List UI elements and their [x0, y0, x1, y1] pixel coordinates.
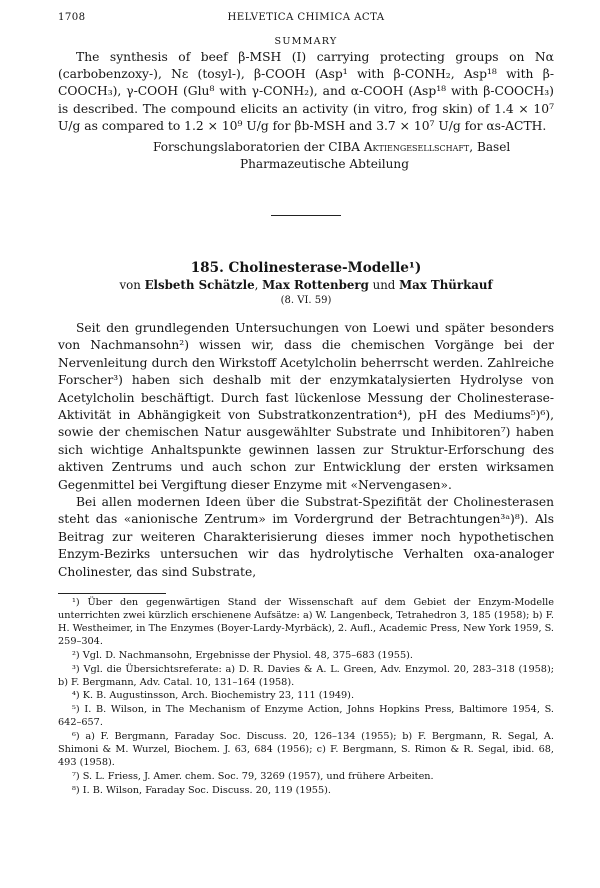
- article-date: (8. VI. 59): [280, 295, 332, 307]
- page-number: 1708: [58, 12, 86, 23]
- affiliation: [153, 139, 554, 173]
- author-name: Elsbeth Schätzle: [144, 278, 255, 293]
- author-name: Max Rottenberg: [262, 278, 369, 293]
- footnote-rule: [58, 593, 166, 594]
- footnote: ⁵) I. B. Wilson, in The Mechanism of Enzyme Action, Johns Hopkins Press, Baltimore 1954, S. 642–657.: [58, 704, 554, 729]
- summary-text: The synthesis of beef β-MSH (I) carrying protecting groups on Nα (carbobenzoxy-), Nε (tosyl-), β-COOH (Asp¹ with β-CONH₂, Asp¹⁸ with β-COOCH₃), γ-COOH (Glu⁸ with γ-CONH₂), and α-COOH (Asp¹⁸ with β-COOCH₃) is described. The compound elicits an activity (in vitro, frog skin) of 1.4 × 10⁷ U/g as compared to 1.2 × 10⁹ U/g for βb-MSH and 3.7 × 10⁷ U/g for αs-ACTH.: [58, 50, 554, 133]
- footnote: ⁷) S. L. Friess, J. Amer. chem. Soc. 79, 3269 (1957), und frühere Arbeiten.: [72, 770, 434, 782]
- running-head: [58, 12, 554, 28]
- summary-heading: SUMMARY: [274, 36, 338, 47]
- footnote: ⁶) a) F. Bergmann, Faraday Soc. Discuss. 20, 126–134 (1955); b) F. Bergmann, R. Segal, A. Shimoni & M. Wurzel, Biochem. J. 63, 684 (1956); c) F. Bergmann, S. Rimon & R. Segal, ibid. 68, 493 (1958).: [58, 731, 554, 768]
- article-authors: von Elsbeth Schätzle, Max Rottenberg und Max Thürkauf: [119, 278, 493, 293]
- affiliation-prefix: Forschungslaboratorien der CIBA: [153, 140, 364, 155]
- author-name: Max Thürkauf: [399, 278, 493, 293]
- authors-prefix: von: [119, 278, 141, 293]
- body-paragraph: Seit den grundlegenden Untersuchungen von Loewi und später besonders von Nachmansohn²) wissen wir, dass die chemischen Vorgänge bei der Nervenleitung durch den Wirkstoff Acetylcholin beherrscht werden. Zahlreiche Forscher³) haben sich deshalb mit der enzymkatalysierten Hydrolyse von Acetylcholin beschäftigt. Durch fast lückenlose Messung der Cholinesterase-Aktivität in Abhängigkeit von Substratkonzentration⁴), pH des Mediums⁵)⁶), sowie der chemischen Natur ausgewählter Substrate und Inhibitoren⁷) haben sich wichtige Anhaltspunkte gewinnen lassen zur Struktur-Erforschung des aktiven Zentrums und auch schon zur Entwicklung der ersten wirksamen Gegenmittel bei Vergiftung dieser Enzyme mit «Nervengasen».: [58, 321, 554, 492]
- footnote: ⁸) I. B. Wilson, Faraday Soc. Discuss. 20, 119 (1955).: [72, 784, 331, 796]
- body-paragraph: Bei allen modernen Ideen über die Substrat-Spezifität der Cholinesterasen steht das «anionische Zentrum» im Vordergrund der Betrachtungen³ᵃ)⁸). Als Beitrag zur weiteren Charakterisierung dieses immer noch hypothetischen Enzym-Bezirks untersuchen wir das hydrolytische Verhalten oxa-analoger Cholinester, das sind Substrate,: [58, 495, 554, 579]
- section-separator: [271, 215, 341, 216]
- footnote: ²) Vgl. D. Nachmansohn, Ergebnisse der Physiol. 48, 375–683 (1955).: [72, 649, 413, 661]
- affiliation-company: Aktiengesellschaft: [363, 140, 470, 155]
- article-title: 185. Cholinesterase-Modelle¹): [190, 260, 422, 277]
- footnotes: [58, 597, 554, 798]
- footnote: ¹) Über den gegenwärtigen Stand der Wissenschaft auf dem Gebiet der Enzym-Modelle unterrichten zwei kürzlich erschienene Aufsätze: a) W. Langenbeck, Tetrahedron 3, 185 (1958); b) F. H. Westheimer, in The Enzymes (Boyer-Lardy-Myrbäck), 2. Aufl., Academic Press, New York 1959, S. 259–304.: [58, 597, 554, 647]
- affiliation-department: Pharmazeutische Abteilung: [240, 157, 409, 172]
- journal-name: HELVETICA CHIMICA ACTA: [227, 12, 385, 23]
- affiliation-city: , Basel: [469, 140, 511, 155]
- authors-and: und: [372, 278, 396, 293]
- footnote: ³) Vgl. die Übersichtsreferate: a) D. R. Davies & A. L. Green, Adv. Enzymol. 20, 283–318 (1958); b) F. Bergmann, Adv. Catal. 10, 131–164 (1958).: [58, 663, 554, 688]
- footnote: ⁴) K. B. Augustinsson, Arch. Biochemistry 23, 111 (1949).: [72, 690, 355, 702]
